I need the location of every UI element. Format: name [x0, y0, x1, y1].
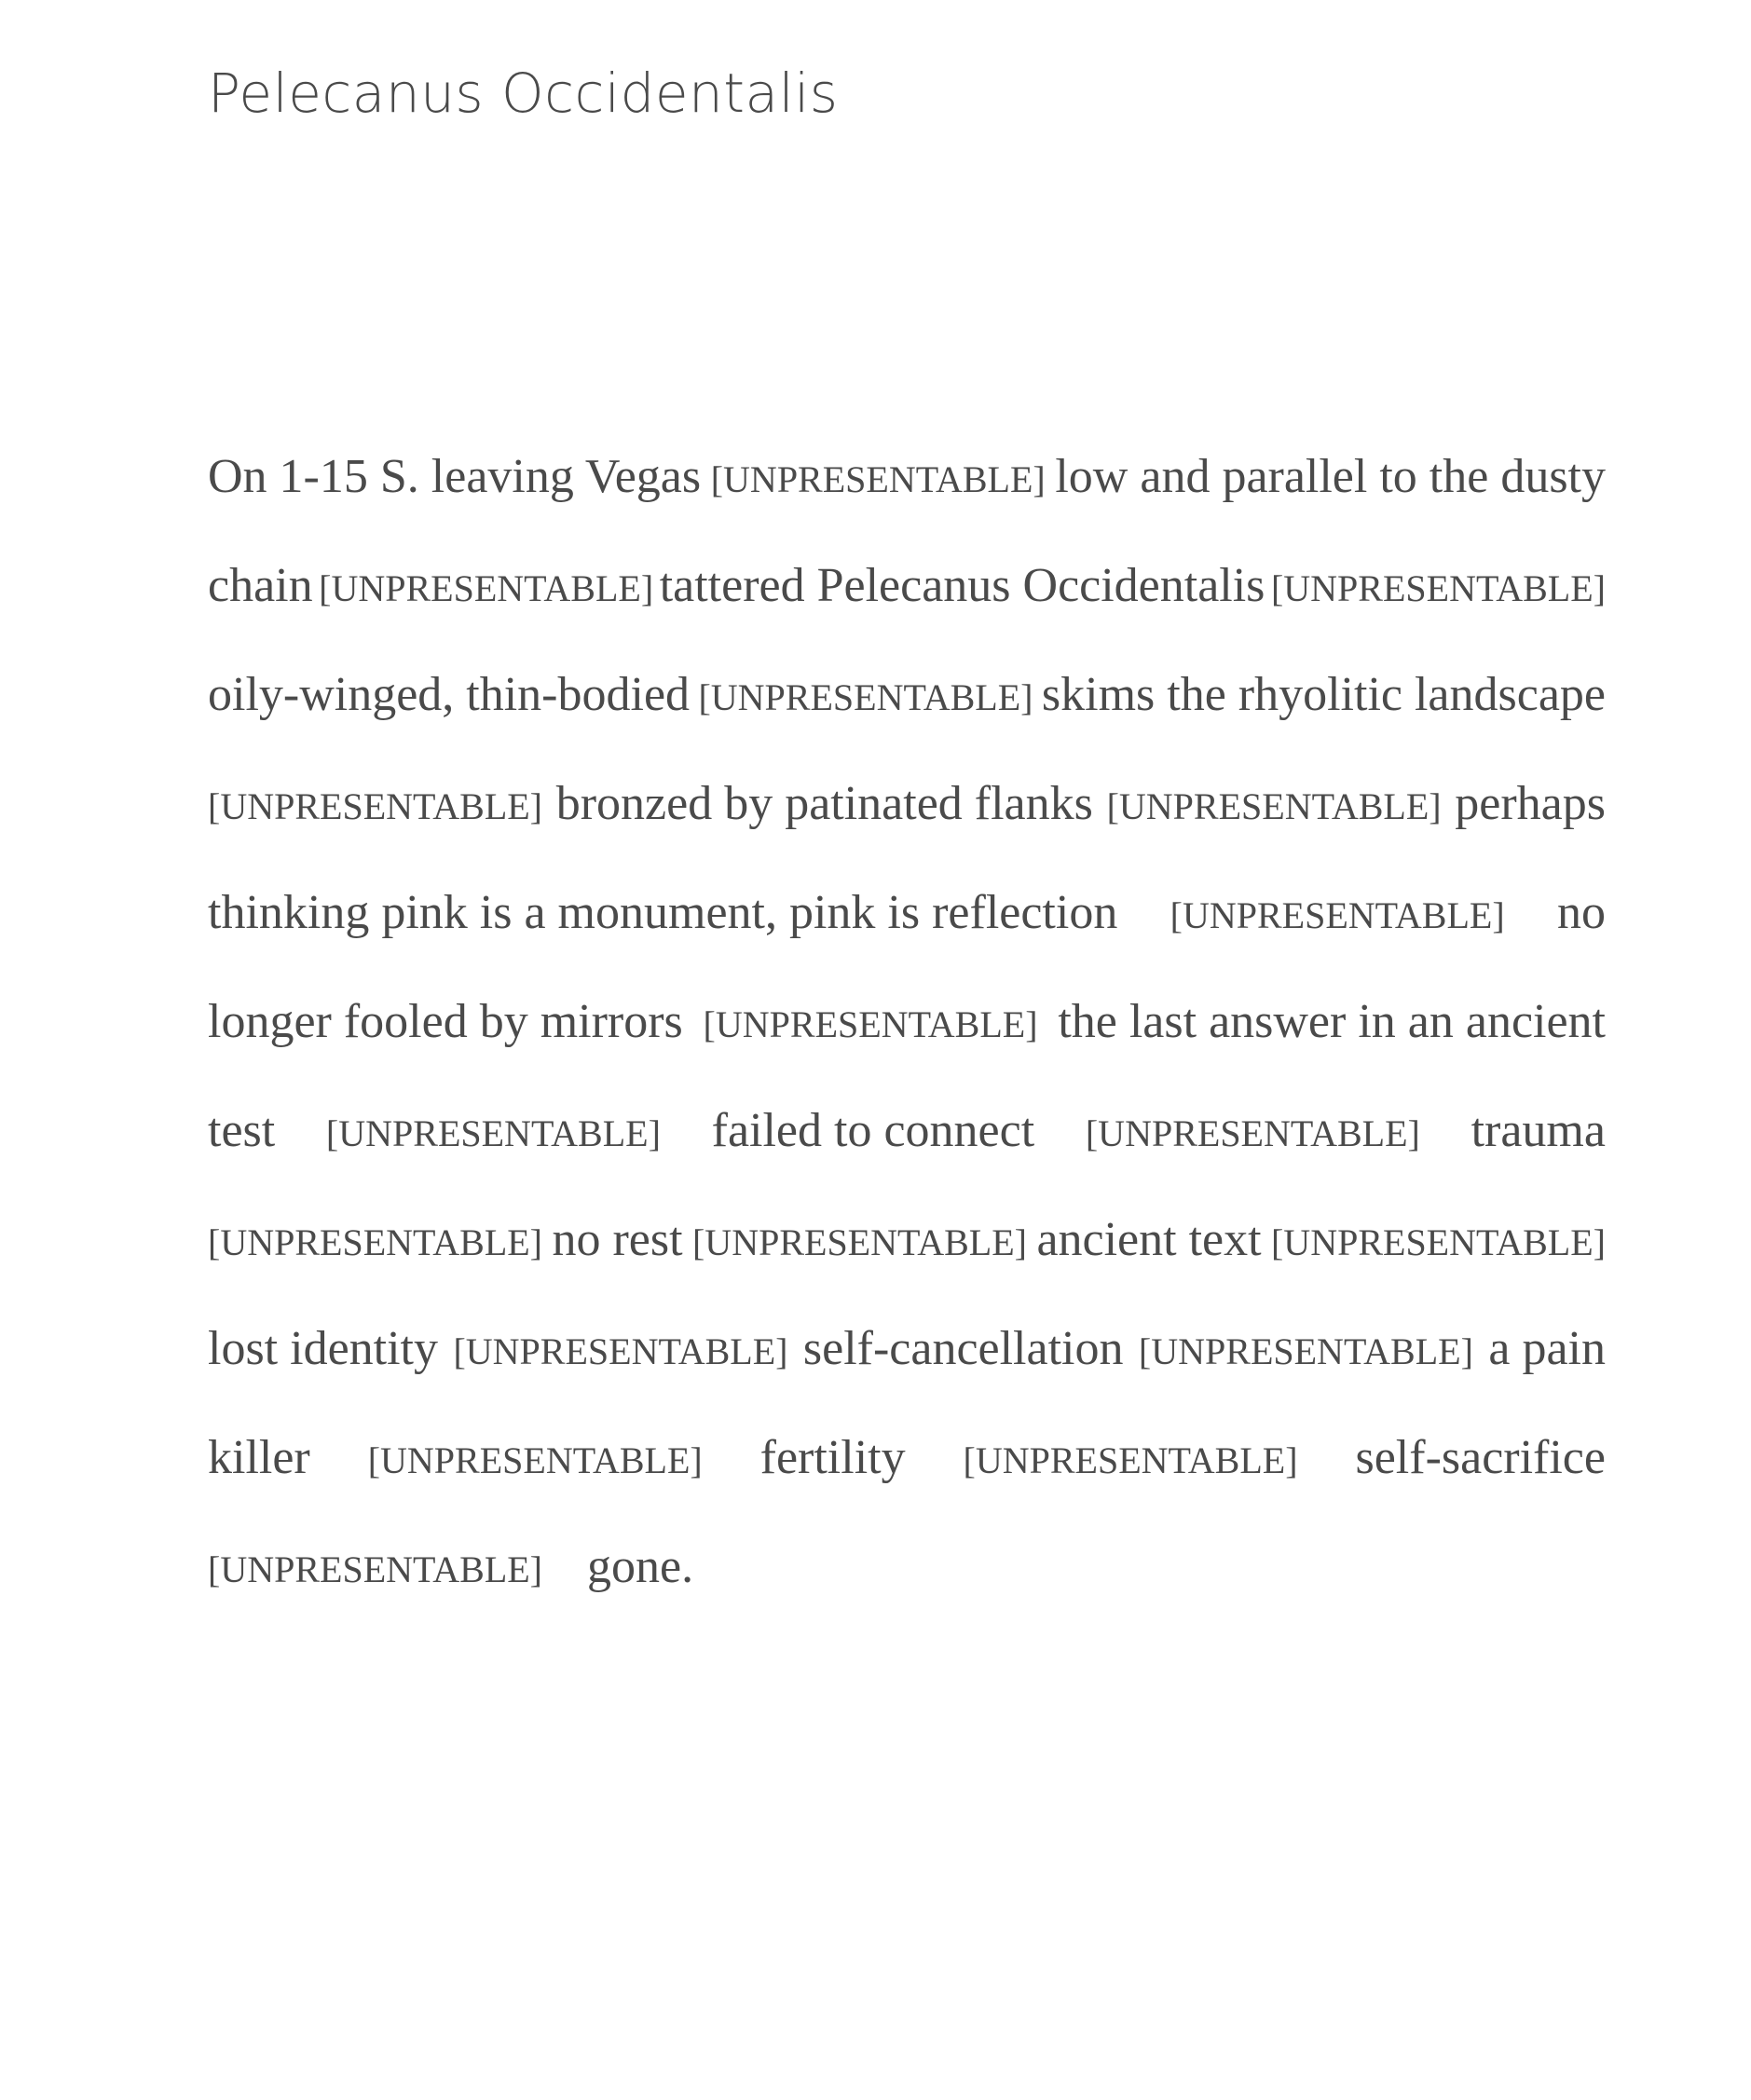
- poem-phrase: trauma: [1471, 1104, 1606, 1157]
- poem-line: [208, 547, 1606, 656]
- poem-phrase: a pain: [1488, 1322, 1606, 1375]
- poem-phrase: skims the rhyolitic landscape: [1041, 668, 1606, 721]
- poem-body: [208, 438, 1606, 1637]
- unpresentable-tag: [UNPRESENTABLE]: [367, 1439, 703, 1481]
- poem-phrase: self-sacrifice: [1355, 1431, 1606, 1484]
- unpresentable-tag: [UNPRESENTABLE]: [703, 1003, 1038, 1045]
- unpresentable-tag: [UNPRESENTABLE]: [208, 1221, 543, 1263]
- poem-phrase: chain: [208, 559, 313, 612]
- poem-line: [208, 656, 1606, 765]
- unpresentable-tag: [UNPRESENTABLE]: [325, 1112, 661, 1154]
- poem-phrase: the last answer in an ancient: [1058, 995, 1606, 1048]
- unpresentable-tag: [UNPRESENTABLE]: [208, 1548, 543, 1590]
- unpresentable-tag: [UNPRESENTABLE]: [319, 567, 654, 609]
- poem-phrase: fertility: [759, 1431, 906, 1484]
- poem-line: [208, 874, 1606, 983]
- poem-line: [208, 1528, 1606, 1637]
- poem-phrase: longer fooled by mirrors: [208, 995, 683, 1048]
- unpresentable-tag: [UNPRESENTABLE]: [1270, 1221, 1606, 1263]
- poem-line: [208, 765, 1606, 874]
- unpresentable-tag: [UNPRESENTABLE]: [710, 458, 1046, 500]
- unpresentable-tag: [UNPRESENTABLE]: [208, 785, 543, 827]
- poem-phrase: test: [208, 1104, 276, 1157]
- poem-phrase: On 1-15 S. leaving Vegas: [208, 450, 702, 503]
- poem-phrase: killer: [208, 1431, 310, 1484]
- poem-phrase: perhaps: [1455, 777, 1606, 830]
- poem-phrase: low and parallel to the dusty: [1055, 450, 1606, 503]
- poem-phrase: ancient text: [1036, 1213, 1262, 1266]
- poem-phrase: gone.: [587, 1540, 694, 1593]
- unpresentable-tag: [UNPRESENTABLE]: [1106, 785, 1442, 827]
- poem-line: [208, 438, 1606, 547]
- poem-phrase: bronzed by patinated flanks: [555, 777, 1093, 830]
- poem-phrase: lost identity: [208, 1322, 438, 1375]
- unpresentable-tag: [UNPRESENTABLE]: [698, 676, 1033, 718]
- unpresentable-tag: [UNPRESENTABLE]: [691, 1221, 1027, 1263]
- poem-phrase: oily-winged, thin-bodied: [208, 668, 691, 721]
- poem-title: Pelecanus Occidentalis: [208, 61, 839, 125]
- unpresentable-tag: [UNPRESENTABLE]: [453, 1330, 788, 1372]
- unpresentable-tag: [UNPRESENTABLE]: [1085, 1112, 1420, 1154]
- poem-line: [208, 1310, 1606, 1419]
- poem-phrase: no rest: [552, 1213, 683, 1266]
- poem-line: [208, 1201, 1606, 1310]
- poem-phrase: thinking pink is a monument, pink is reflection: [208, 886, 1118, 939]
- unpresentable-tag: [UNPRESENTABLE]: [1270, 567, 1606, 609]
- unpresentable-tag: [UNPRESENTABLE]: [963, 1439, 1298, 1481]
- poem-line: [208, 1419, 1606, 1528]
- poem-phrase: no: [1557, 886, 1606, 939]
- poem-phrase: tattered Pelecanus Occidentalis: [659, 559, 1265, 612]
- poem-line: [208, 983, 1606, 1092]
- poem-phrase: failed to connect: [711, 1104, 1035, 1157]
- poem-phrase: self-cancellation: [802, 1322, 1124, 1375]
- poem-line: [208, 1092, 1606, 1201]
- unpresentable-tag: [UNPRESENTABLE]: [1170, 894, 1505, 936]
- unpresentable-tag: [UNPRESENTABLE]: [1138, 1330, 1473, 1372]
